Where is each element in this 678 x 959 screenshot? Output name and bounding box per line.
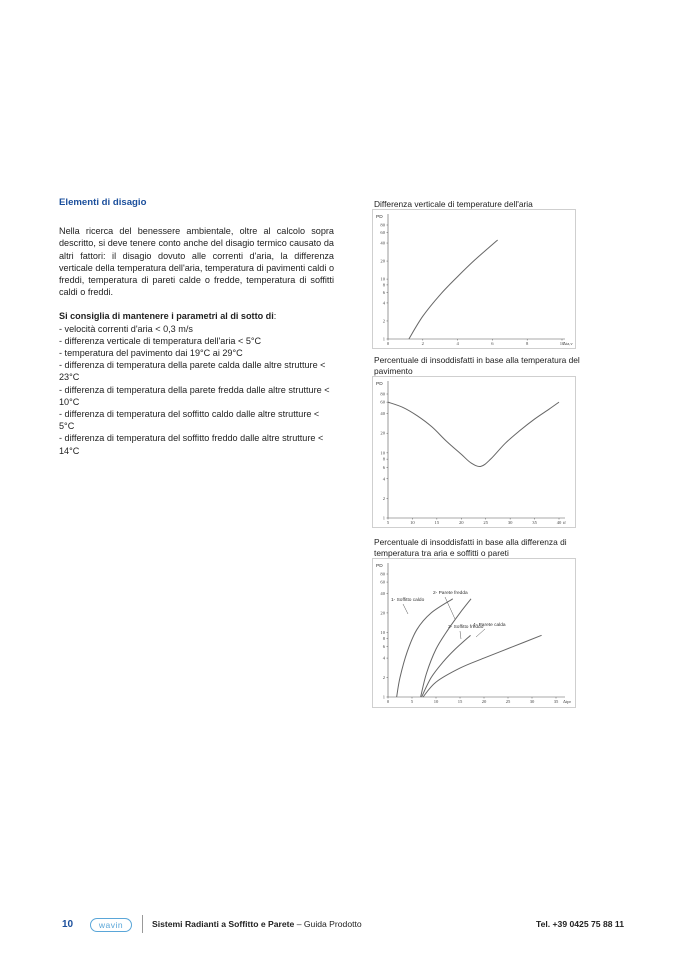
- y-tick-label: 80: [380, 391, 385, 397]
- x-tick-label: 20: [481, 699, 487, 704]
- series-line: [388, 402, 559, 466]
- y-tick-label: 4: [382, 300, 385, 306]
- list-item: - differenza verticale di temperatura dell'aria < 5°C: [59, 335, 262, 346]
- x-tick-label: 4: [456, 341, 459, 346]
- x-tick-label: 0: [386, 341, 390, 346]
- footer-phone: Tel. +39 0425 75 88 11: [535, 919, 624, 929]
- x-tick-label: 25: [483, 520, 489, 525]
- y-tick-label: 6: [382, 464, 385, 470]
- series-label: 3- Soffitto freddo: [448, 625, 484, 630]
- y-tick-label: 8: [382, 636, 385, 642]
- x-tick-label: 30: [529, 699, 535, 704]
- wavin-logo: wavin: [90, 918, 132, 932]
- y-tick-label: 60: [380, 579, 385, 585]
- list-item: - differenza di temperatura della parete fredda dalle altre strutture < 10°C: [59, 384, 330, 407]
- text-column: [59, 197, 334, 457]
- y-tick-label: 4: [382, 476, 385, 482]
- x-tick-label: 15: [434, 520, 440, 525]
- x-tick-label: 35: [553, 699, 559, 704]
- list-item: - differenza di temperatura della parete calda dalle altre strutture < 23°C: [59, 360, 326, 383]
- x-tick-label: 6: [491, 341, 494, 346]
- y-tick-label: 2: [382, 318, 385, 324]
- x-tick-label: 5: [386, 520, 390, 525]
- series-line: [409, 240, 498, 339]
- list-item: - differenza di temperatura del soffitto freddo dalle altre strutture < 14°C: [59, 433, 324, 456]
- x-tick-label: 2: [421, 341, 424, 346]
- chart-3-svg: [373, 559, 575, 707]
- chart-1-svg: [373, 210, 575, 348]
- y-tick-label: 20: [380, 610, 385, 616]
- y-tick-label: 40: [380, 411, 385, 417]
- y-tick-label: 6: [382, 289, 385, 295]
- series-label-arrow: [460, 631, 461, 639]
- chart-3: [372, 558, 576, 708]
- recommend-list: [59, 323, 334, 457]
- recommend-heading: [59, 310, 334, 322]
- x-axis-label: Δtpr: [563, 699, 572, 704]
- y-tick-label: 2: [382, 675, 385, 681]
- series-line: [423, 635, 542, 697]
- x-tick-label: 30: [507, 520, 513, 525]
- y-tick-label: 40: [380, 240, 385, 246]
- series-label-arrow: [403, 604, 408, 614]
- y-tick-label: 8: [382, 282, 385, 288]
- y-tick-label: 40: [380, 590, 385, 596]
- y-axis-label: PD: [376, 564, 383, 569]
- chart-2: [372, 376, 576, 528]
- recommend-colon: :: [273, 311, 277, 322]
- series-label-arrow: [476, 629, 485, 637]
- list-item: - differenza di temperatura del soffitto caldo dalle altre strutture < 5°C: [59, 409, 320, 432]
- y-tick-label: 1: [382, 694, 385, 700]
- chart-1-title: Differenza verticale di temperature dell'aria: [374, 199, 533, 209]
- x-tick-label: 20: [458, 520, 464, 525]
- footer-title: [152, 919, 362, 929]
- y-tick-label: 60: [380, 229, 385, 235]
- y-tick-label: 20: [380, 430, 385, 436]
- x-tick-label: 5: [410, 699, 414, 704]
- series-label: 1- Soffitto caldo: [391, 598, 425, 603]
- series-line: [397, 599, 453, 697]
- footer-title-bold: Sistemi Radianti a Soffitto e Parete: [152, 919, 295, 929]
- list-item: - temperatura del pavimento dai 19°C ai 29°C: [59, 348, 243, 359]
- intro-paragraph: Nella ricerca del benessere ambientale, oltre al calcolo sopra descritto, si deve tenere conto anche del disagio termico causato da altri fattori: il disagio dovuto alle correnti d'aria, la differenza verticale della temperatura dell'aria, temperatura di pavimenti caldi o freddi, temperatura di pareti calde o fredde, temperatura di soffitti caldi o freddi.: [59, 226, 334, 298]
- y-tick-label: 10: [380, 629, 385, 635]
- y-tick-label: 10: [380, 450, 385, 456]
- x-tick-label: 10: [410, 520, 415, 525]
- page-number: 10: [62, 919, 74, 930]
- x-axis-label: tf: [563, 520, 566, 525]
- y-tick-label: 10: [380, 276, 385, 282]
- y-tick-label: 4: [382, 655, 385, 661]
- recommend-heading-text: Si consiglia di mantenere i parametri al di sotto di: [59, 311, 274, 322]
- series-label: 2- Parete fredda: [433, 591, 468, 596]
- y-tick-label: 20: [380, 258, 385, 264]
- y-axis-label: PD: [376, 215, 383, 220]
- y-tick-label: 2: [382, 495, 385, 501]
- y-axis-label: PD: [376, 382, 383, 387]
- chart-3-title: Percentuale di insoddisfatti in base alla differenza di temperatura tra aria e soffitti o pareti: [374, 537, 567, 558]
- chart-2-svg: [373, 377, 575, 527]
- y-tick-label: 80: [380, 571, 385, 577]
- x-tick-label: 25: [505, 699, 511, 704]
- x-tick-label: 15: [457, 699, 463, 704]
- x-tick-label: 10: [433, 699, 439, 704]
- x-axis-label: Δta,v: [563, 341, 573, 346]
- y-tick-label: 8: [382, 456, 385, 462]
- x-tick-label: 0: [386, 699, 390, 704]
- x-tick-label: 8: [526, 341, 529, 346]
- y-tick-label: 1: [382, 336, 385, 342]
- footer: [62, 917, 624, 933]
- y-tick-label: 60: [380, 399, 385, 405]
- y-tick-label: 80: [380, 222, 385, 228]
- section-title: Elementi di disagio: [59, 197, 147, 208]
- footer-divider: [142, 915, 143, 933]
- y-tick-label: 6: [382, 644, 385, 650]
- x-tick-label: 40: [556, 520, 562, 525]
- chart-2-title: Percentuale di insoddisfatti in base alla temperatura del pavimento: [374, 355, 580, 376]
- x-tick-label: 35: [532, 520, 537, 525]
- series-label: 4- Parete calda: [473, 623, 506, 628]
- list-item: - velocità correnti d'aria < 0,3 m/s: [59, 323, 193, 334]
- x-tick-label: 10: [559, 341, 565, 346]
- chart-1: [372, 209, 576, 349]
- y-tick-label: 1: [382, 515, 385, 521]
- footer-title-rest: – Guida Prodotto: [294, 919, 362, 929]
